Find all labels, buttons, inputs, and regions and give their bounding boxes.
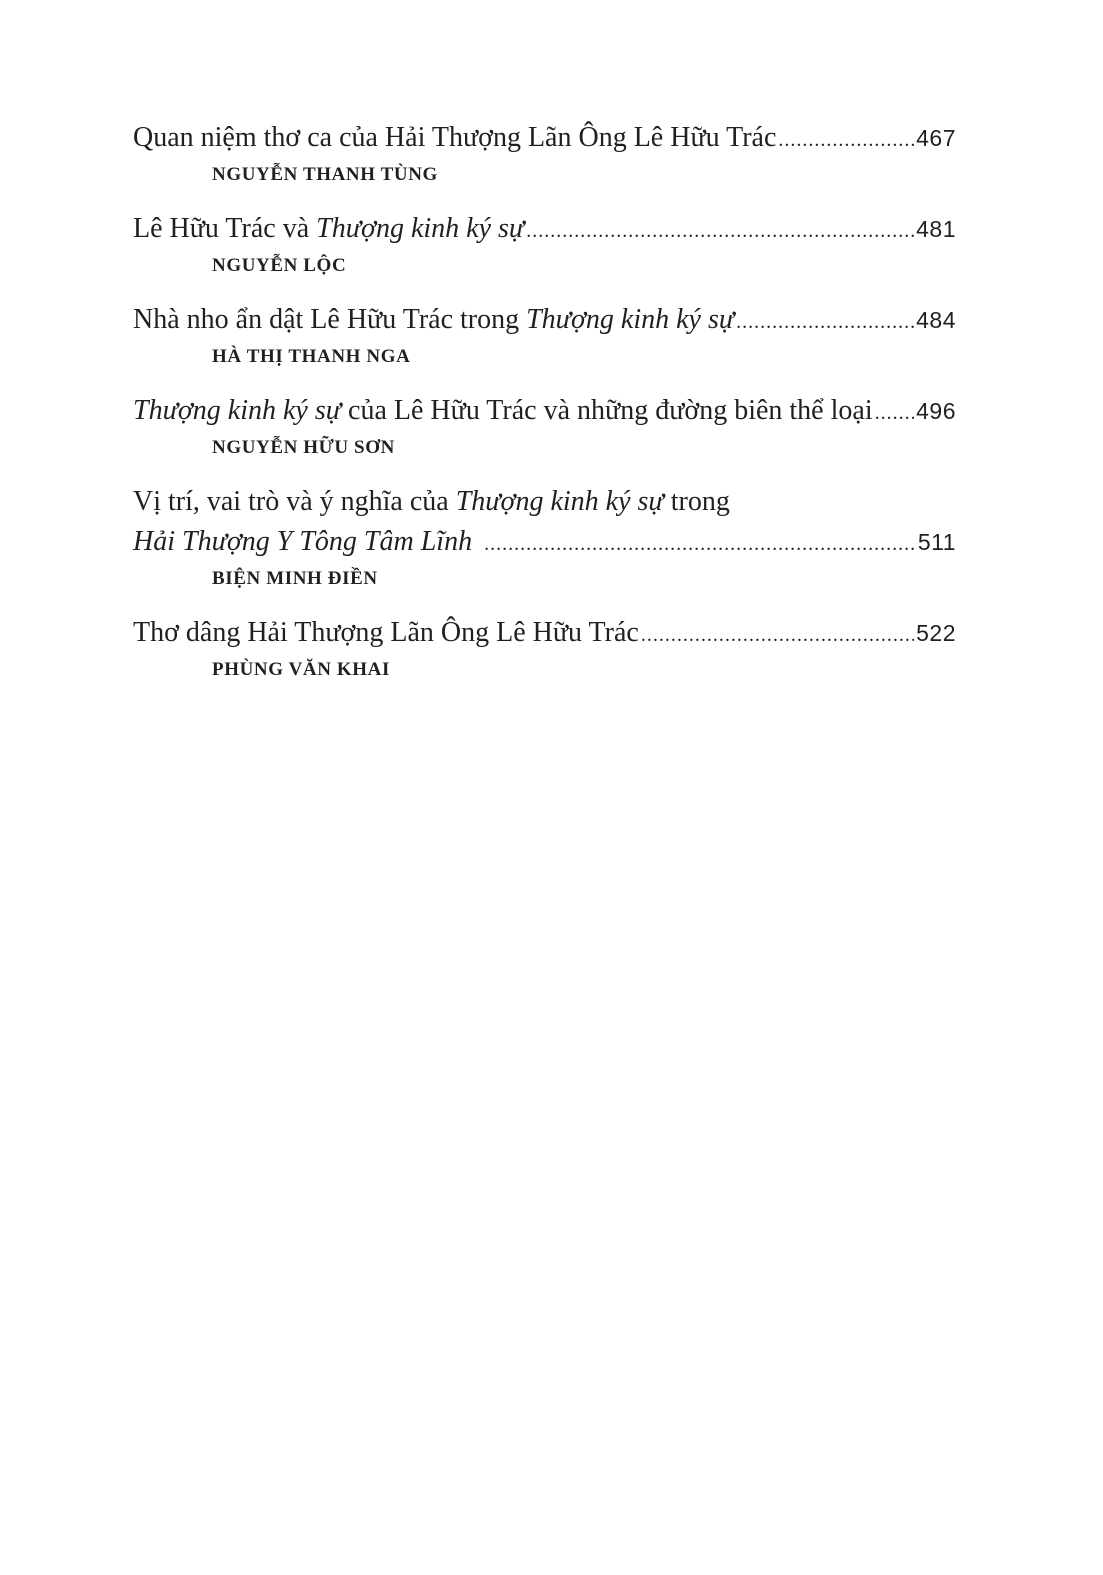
toc-entry-page-number: 496 xyxy=(916,398,956,424)
toc-entry-page-number: 511 xyxy=(917,529,956,555)
toc-entry xyxy=(133,300,956,370)
toc-entry-title: Nhà nho ẩn dật Lê Hữu Trác trong Thượng kinh ký sự xyxy=(133,304,735,335)
toc-entry-title: Quan niệm thơ ca của Hải Thượng Lãn Ông Lê Hữu Trác xyxy=(133,122,777,153)
toc-entry xyxy=(133,482,956,592)
toc-entry xyxy=(133,118,956,188)
toc-entry-page-number: 522 xyxy=(916,620,956,646)
toc-entry-page-number: 467 xyxy=(916,125,956,151)
toc-entry-title: Lê Hữu Trác và Thượng kinh ký sự xyxy=(133,213,525,244)
toc-entry-title-first-line: Vị trí, vai trò và ý nghĩa của Thượng kinh ký sự trong xyxy=(133,486,730,517)
dot-leader xyxy=(641,615,914,655)
toc-entry-author: BIỆN MINH ĐIỀN xyxy=(212,568,378,589)
dot-leader xyxy=(875,393,915,433)
toc-entry-title-line xyxy=(133,209,956,251)
toc-entry-title-line xyxy=(133,522,956,564)
toc-entry-title: Thượng kinh ký sự của Lê Hữu Trác và những đường biên thể loại xyxy=(133,395,873,426)
toc-entry-author: PHÙNG VĂN KHAI xyxy=(212,659,390,680)
dot-leader xyxy=(736,302,914,342)
toc-entry-title-line xyxy=(133,391,956,433)
dot-leader xyxy=(526,211,914,251)
dot-leader xyxy=(484,524,916,564)
toc-entry-author: NGUYỄN LỘC xyxy=(212,255,347,276)
toc-entry-author: NGUYỄN HỮU SƠN xyxy=(212,437,395,458)
toc-entry-author: NGUYỄN THANH TÙNG xyxy=(212,164,438,185)
toc-entry xyxy=(133,391,956,461)
toc-entry xyxy=(133,613,956,683)
dot-leader xyxy=(778,120,914,160)
table-of-contents xyxy=(133,118,956,704)
toc-entry-title-line xyxy=(133,118,956,160)
toc-entry-page-number: 481 xyxy=(916,216,956,242)
toc-entry-title: Thơ dâng Hải Thượng Lãn Ông Lê Hữu Trác xyxy=(133,617,639,648)
toc-entry-title: Hải Thượng Y Tông Tâm Lĩnh xyxy=(133,526,473,557)
toc-entry-title-line xyxy=(133,613,956,655)
toc-entry xyxy=(133,209,956,279)
toc-entry-page-number: 484 xyxy=(916,307,956,333)
toc-entry-title-line xyxy=(133,300,956,342)
toc-entry-author: HÀ THỊ THANH NGA xyxy=(212,346,411,367)
